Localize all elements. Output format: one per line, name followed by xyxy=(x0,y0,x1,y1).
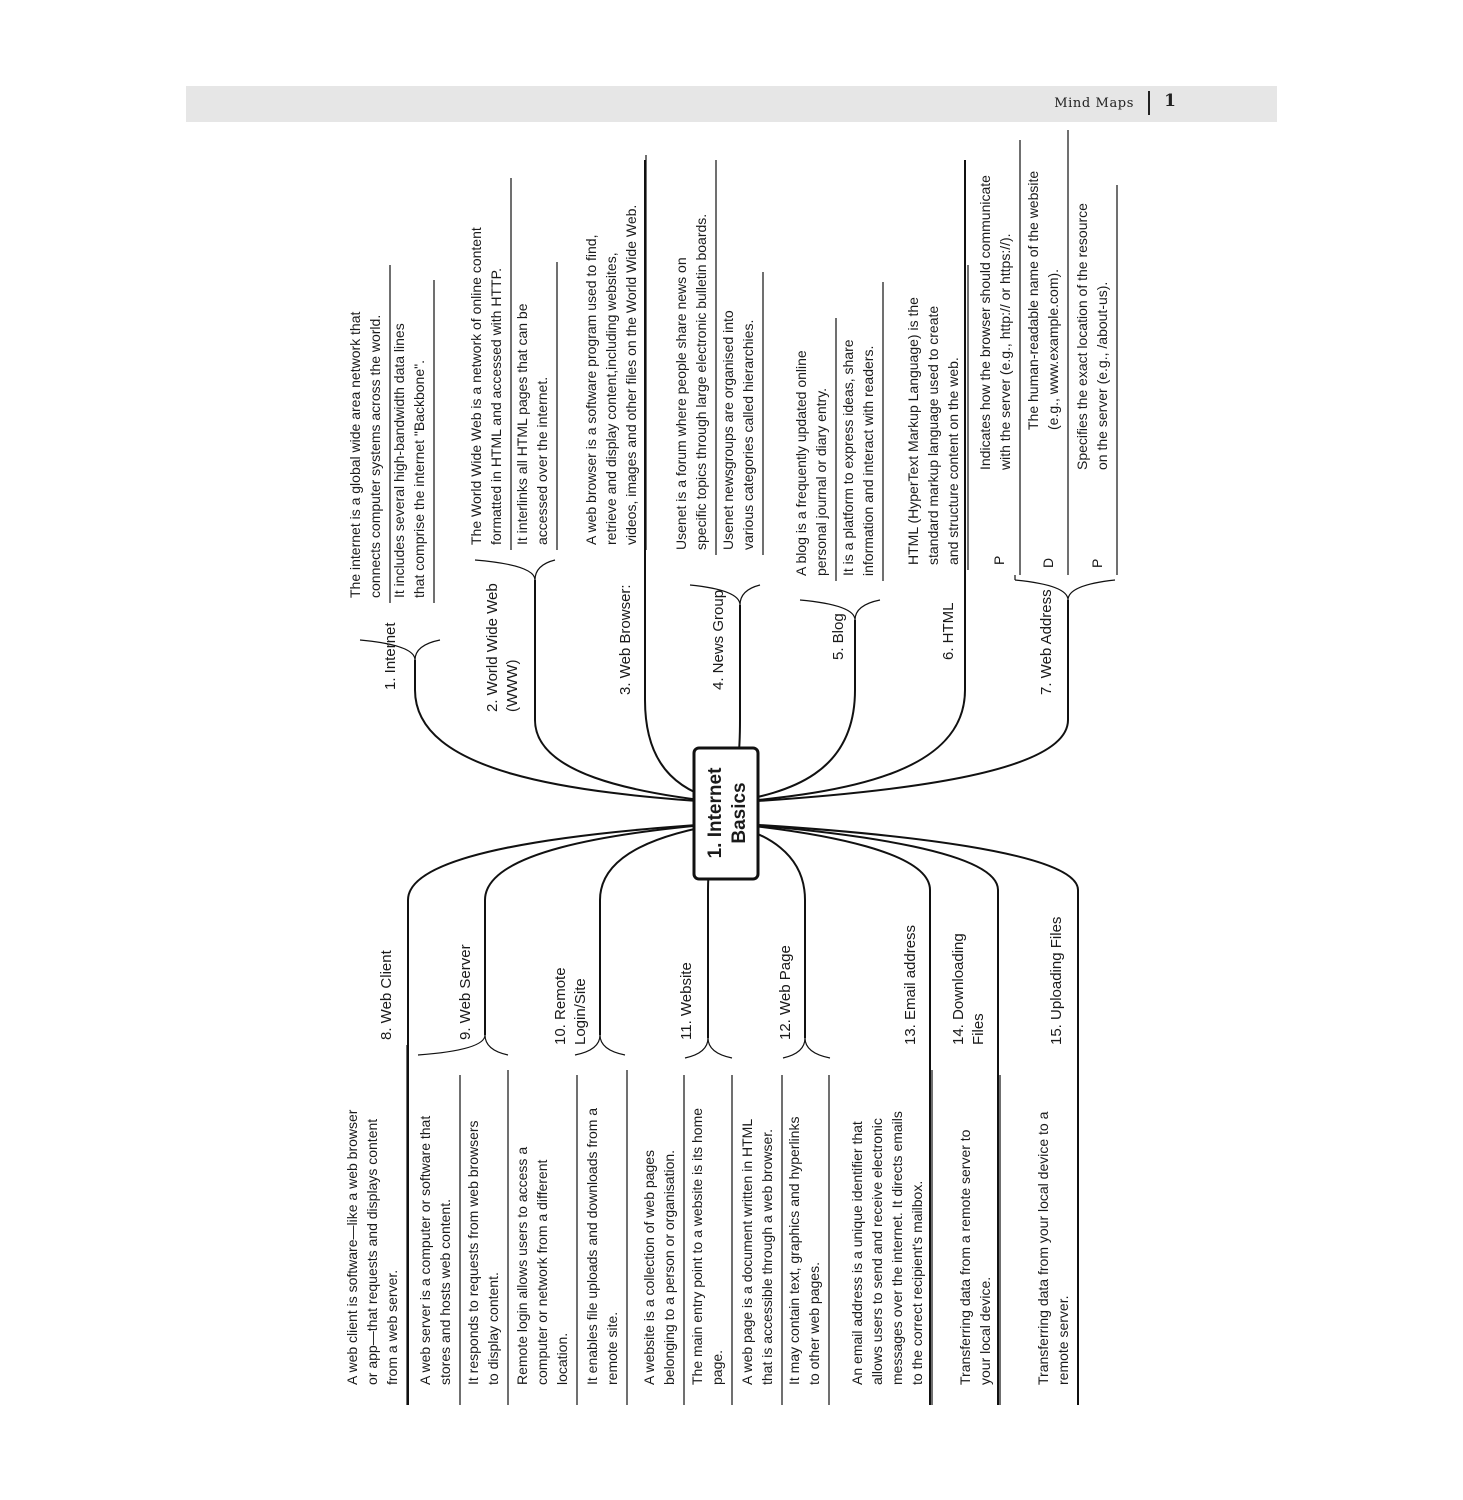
branch-1-description-1-line-1: The internet is a global wide area network that xyxy=(347,311,363,598)
branch-6-label: 6. HTML xyxy=(940,602,957,660)
branch-7-fork-right xyxy=(1068,580,1115,600)
branch-2-description-1-line-2: formatted in HTML and accessed with HTTP. xyxy=(488,268,504,545)
branch-15-description-1-line-2: remote server. xyxy=(1055,1295,1071,1385)
branch-1-label: 1. Internet xyxy=(382,622,399,690)
page-number: 1 xyxy=(1164,91,1176,111)
web-address-part-2-name: D xyxy=(1040,557,1056,568)
branch-13-description-1-line-1: An email address is a unique identifier that xyxy=(849,1121,865,1385)
branch-9-label: 9. Web Server xyxy=(457,944,474,1040)
header-title: Mind Maps xyxy=(1054,96,1134,111)
web-address-part-3-name: P xyxy=(1089,558,1105,568)
branch-8-connector xyxy=(408,823,726,900)
branch-15-connector xyxy=(726,823,1078,890)
branch-11-fork-right xyxy=(708,1038,732,1058)
branch-8-label: 8. Web Client xyxy=(378,950,395,1040)
branch-10-description-1-line-3: location. xyxy=(554,1332,570,1385)
branch-5-fork-right xyxy=(855,600,880,620)
branch-4-description-1-line-2: specific topics through large electronic bulletin boards. xyxy=(693,213,709,550)
branch-9-description-2-line-1: It responds to requests from web browsers xyxy=(465,1120,481,1385)
branch-10-description-1-line-2: computer or network from a different xyxy=(534,1159,550,1385)
branch-1-description-2-line-2: that comprise the internet "Backbone". xyxy=(411,360,427,598)
branch-10-label-line-1: 10. Remote xyxy=(552,967,569,1045)
branch-9-fork-right xyxy=(485,1035,508,1055)
branch-4-description-2-line-1: Usenet newsgroups are organised into xyxy=(720,310,736,550)
branch-1-fork-right xyxy=(415,640,440,660)
web-address-part-1-name: P xyxy=(991,555,1007,565)
branch-3-label: 3. Web Browser: xyxy=(617,584,634,695)
branch-2-label-line-1: 2. World Wide Web xyxy=(484,583,501,712)
branch-5-label: 5. Blog xyxy=(830,613,847,660)
branch-5-description-1-line-1: A blog is a frequently updated online xyxy=(793,350,809,576)
branch-5-description-2-line-1: It is a platform to express ideas, share xyxy=(840,339,856,576)
branch-13-description-1-line-3: messages over the internet. It directs emails xyxy=(889,1111,905,1385)
web-address-part-2-text-line-2: (e.g., www.example.com). xyxy=(1045,268,1061,430)
branch-11-fork-left xyxy=(685,1038,708,1058)
branch-12-description-1-line-2: that is accessible through a web browser. xyxy=(759,1128,775,1385)
branch-1-description-1-line-2: connects computer systems across the world. xyxy=(367,314,383,598)
branch-11-description-1-line-2: belonging to a person or organisation. xyxy=(661,1149,677,1385)
branch-12-description-2-line-2: to other web pages. xyxy=(806,1262,822,1385)
branch-6-description-1-line-3: and structure content on the web. xyxy=(945,357,961,565)
branch-10-description-2-line-1: It enables file uploads and downloads from a xyxy=(584,1107,600,1385)
branch-4-label: 4. News Group xyxy=(710,589,727,690)
web-address-part-3-text-line-1: Specifies the exact location of the resource xyxy=(1074,203,1090,470)
web-address-part-2-text-line-1: The human-readable name of the website xyxy=(1025,170,1041,430)
web-address-part-1-text-line-1: Indicates how the browser should communicate xyxy=(977,175,993,470)
branch-3-description-1-line-1: A web browser is a software program used to find, xyxy=(583,234,599,545)
branch-2-fork-right xyxy=(535,560,555,580)
branch-4-fork-right xyxy=(740,585,760,605)
branch-9-description-1-line-1: A web server is a computer or software that xyxy=(417,1115,433,1385)
central-topic-line-1: 1. Internet xyxy=(705,767,726,859)
branch-7-label: 7. Web Address xyxy=(1038,589,1055,695)
branch-12-fork-left xyxy=(783,1038,805,1058)
branch-9-connector xyxy=(485,823,726,900)
branch-9-description-1-line-2: stores and hosts web content. xyxy=(437,1199,453,1385)
branch-1-connector xyxy=(415,690,726,803)
branch-14-label-line-1: 14. Downloading xyxy=(950,933,967,1045)
branch-3-description-1-line-2: retrieve and display content,including websites, xyxy=(603,252,619,545)
branch-14-label-line-2: Files xyxy=(970,1013,987,1045)
branch-6-connector xyxy=(726,690,965,803)
branch-4-description-2-line-2: various categories called hierarchies. xyxy=(740,319,756,550)
branch-2-description-2-line-1: It interlinks all HTML pages that can be xyxy=(514,303,530,545)
branch-13-description-1-line-4: to the correct recipient's mailbox. xyxy=(909,1180,925,1385)
branch-1-description-2-line-1: It includes several high-bandwidth data lines xyxy=(391,323,407,598)
branch-13-description-1-line-2: allows users to send and receive electronic xyxy=(869,1118,885,1385)
branch-14-description-1-line-2: your local device. xyxy=(977,1276,993,1385)
branch-2-description-2-line-2: accessed over the internet. xyxy=(534,376,550,545)
central-topic-line-2: Basics xyxy=(729,782,750,844)
branch-2-label-line-2: (WWW) xyxy=(504,659,521,712)
branch-15-label: 15. Uploading Files xyxy=(1048,916,1065,1045)
central-topic xyxy=(694,748,758,879)
branch-4-description-1-line-1: Usenet is a forum where people share news on xyxy=(673,257,689,550)
branch-11-description-2-line-2: page. xyxy=(709,1349,725,1385)
branch-12-description-2-line-1: It may contain text, graphics and hyperlinks xyxy=(786,1116,802,1385)
web-address-part-1-text-line-2: with the server (e.g., http:// or https://). xyxy=(997,233,1013,470)
branch-6-description-1-line-2: standard markup language used to create xyxy=(925,305,941,565)
web-address-part-3-text-line-2: on the server (e.g., /about-us). xyxy=(1094,281,1110,470)
branch-14-description-1-line-1: Transferring data from a remote server to xyxy=(957,1129,973,1385)
branch-2-fork-left xyxy=(475,560,535,580)
branch-6-description-1-line-1: HTML (HyperText Markup Language) is the xyxy=(905,297,921,565)
branch-2-description-1-line-1: The World Wide Web is a network of online content xyxy=(468,227,484,545)
branch-9-description-2-line-2: to display content. xyxy=(485,1272,501,1385)
branch-3-description-1-line-3: videos, images and other files on the World Wide Web. xyxy=(623,204,639,545)
branch-13-label: 13. Email address xyxy=(902,924,919,1045)
branch-9-fork-left xyxy=(418,1035,485,1055)
branch-10-description-1-line-1: Remote login allows users to access a xyxy=(514,1146,530,1385)
branch-15-description-1-line-1: Transferring data from your local device to a xyxy=(1035,1111,1051,1385)
branch-8-description-1-line-2: or app—that requests and displays content xyxy=(364,1118,380,1385)
branch-12-label: 12. Web Page xyxy=(777,945,794,1040)
branch-11-description-1-line-1: A website is a collection of web pages xyxy=(641,1149,657,1385)
branch-11-label: 11. Website xyxy=(678,962,695,1040)
branch-11-description-2-line-1: The main entry point to a website is its home xyxy=(689,1107,705,1385)
branch-12-description-1-line-1: A web page is a document written in HTML xyxy=(739,1118,755,1385)
branch-8-description-1-line-1: A web client is software—like a web browser xyxy=(344,1109,360,1385)
branch-12-fork-right xyxy=(805,1038,830,1058)
branch-10-fork-right xyxy=(600,1035,625,1055)
branch-10-label-line-2: Login/Site xyxy=(572,978,589,1045)
branch-5-description-1-line-2: personal journal or diary entry. xyxy=(813,387,829,576)
branch-8-description-1-line-3: from a web server. xyxy=(384,1269,400,1385)
branch-10-description-2-line-2: remote site. xyxy=(604,1311,620,1385)
branch-5-description-2-line-2: information and interact with readers. xyxy=(860,345,876,576)
